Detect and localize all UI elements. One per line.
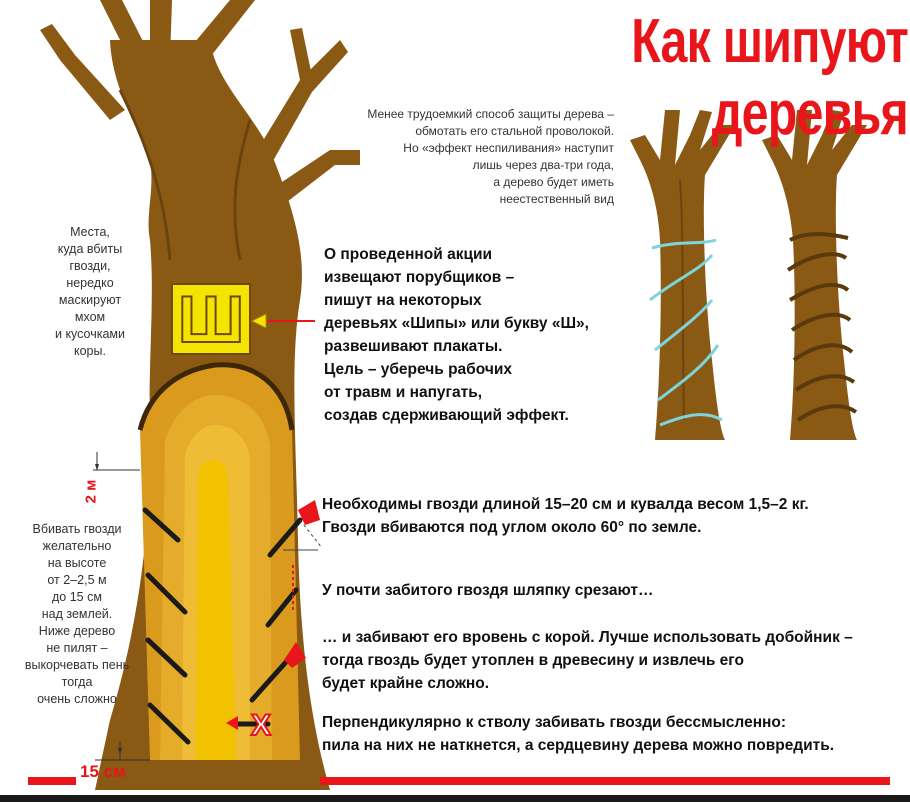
sign-letter: Ш	[177, 282, 245, 356]
tools-note: Необходимы гвозди длиной 15–20 см и кувалда весом 1,5–2 кг. Гвозди вбиваются под углом около 60° по земле.	[322, 496, 809, 536]
perpendicular-note: Перпендикулярно к стволу забивать гвозди бессмысленно: пила на них не наткнется, а сердцевину дерева можно повредить.	[322, 714, 835, 754]
ground-bar-right	[320, 777, 890, 785]
flush-drive-note: … и забивают его вровень с корой. Лучше использовать добойник – тогда гвоздь будет утоплен в древесину и извлечь его будет крайне сложно.	[322, 629, 853, 692]
height-label: 2 м	[82, 479, 100, 504]
cross-mark-icon: X	[250, 709, 271, 742]
wire-method-note: Менее трудоемкий способ защиты дерева – обмотать его стальной проволокой. Но «эффект неспиливания» наступит лишь через два-три года, а дерево будет иметь неестественный вид	[367, 107, 614, 206]
bottom-rule	[0, 795, 910, 802]
nail-height-note: Вбивать гвозди желательно на высоте от 2–2,5 м до 15 см над землей. Ниже дерево не пилят – выкорчевать пень тогда очень сложно	[24, 522, 130, 706]
twisted-wire-tree-icon	[762, 110, 867, 440]
ground-bar-left	[28, 777, 76, 785]
marking-note: О проведенной акции извещают порубщиков – пишут на некоторых деревьях «Шипы» или букву «Ш», развешивают плакаты. Цель – уберечь рабочих от травм и напугать, создав сдерживающий эффект.	[324, 246, 589, 424]
wire-wrapped-tree-icon	[630, 110, 735, 440]
page-title: Как шипуют деревья	[631, 7, 908, 148]
cut-head-note: У почти забитого гвоздя шляпку срезают…	[322, 582, 654, 599]
nail-places-note: Места, куда вбиты гвозди, нередко маскируют мхом и кусочками коры.	[54, 225, 126, 358]
ground-label: 15 см	[80, 762, 126, 781]
